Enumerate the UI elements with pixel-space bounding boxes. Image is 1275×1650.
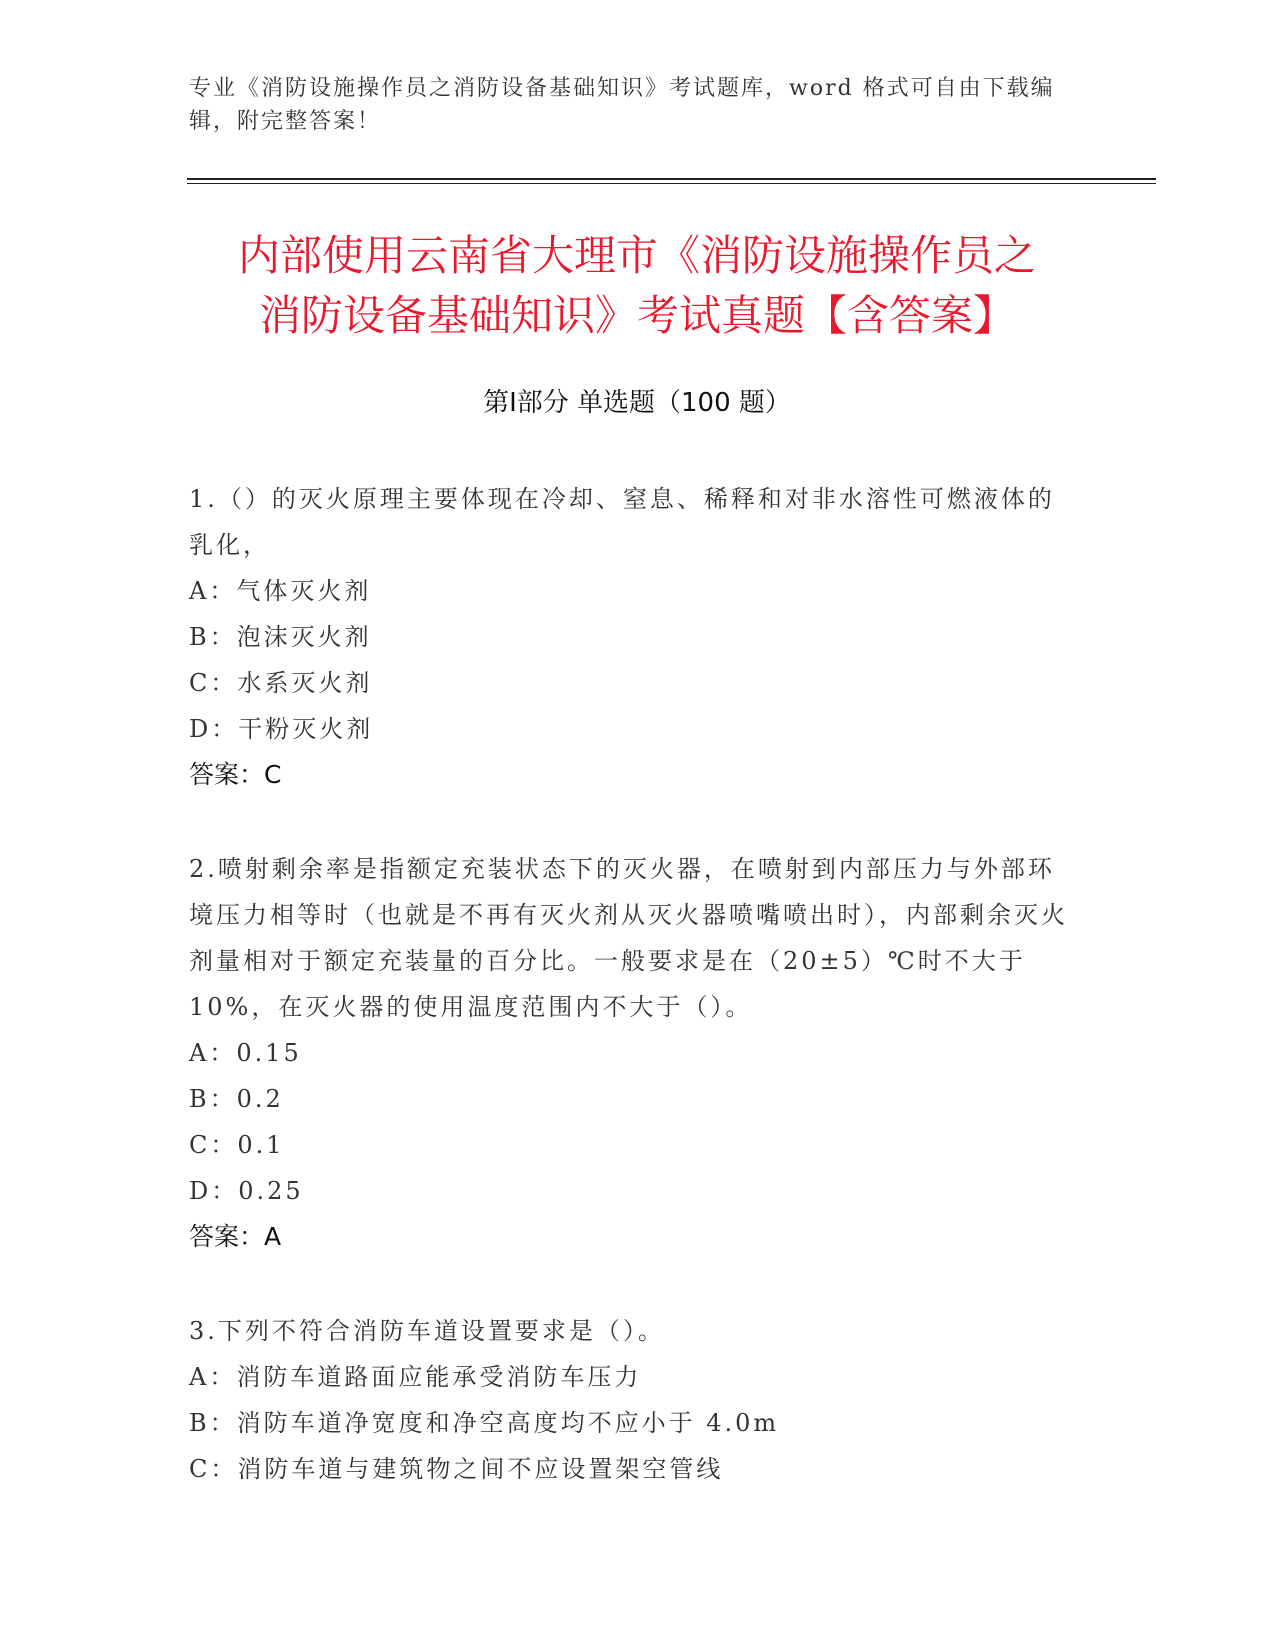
section-heading: 第Ⅰ部分 单选题（100 题） <box>483 388 791 418</box>
question-stem: 3.下列不符合消防车道设置要求是（）。 <box>189 1317 665 1345</box>
option-c: C：消防车道与建筑物之间不应设置架空管线 <box>189 1455 724 1483</box>
question-3 <box>189 1308 1069 1492</box>
option-a: A：消防车道路面应能承受消防车压力 <box>189 1363 642 1391</box>
option-c: C：0.1 <box>189 1131 285 1159</box>
option-a: A：0.15 <box>189 1039 302 1067</box>
answer: 答案：C <box>189 760 282 789</box>
document-title <box>187 226 1087 346</box>
option-a: A：气体灭火剂 <box>189 577 372 605</box>
option-b: B：消防车道净宽度和净空高度均不应小于 4.0m <box>189 1409 780 1437</box>
question-1 <box>189 476 1069 798</box>
question-2 <box>189 846 1069 1260</box>
option-d: D：0.25 <box>189 1177 304 1205</box>
answer: 答案：A <box>189 1222 282 1251</box>
header-note: 专业《消防设施操作员之消防设备基础知识》考试题库，word 格式可自由下载编辑，附完整答案！ <box>189 76 1055 134</box>
option-c: C：水系灭火剂 <box>189 669 373 697</box>
question-stem: 1.（）的灭火原理主要体现在冷却、窒息、稀释和对非水溶性可燃液体的乳化， <box>189 485 1055 559</box>
header-divider-thick <box>187 178 1156 180</box>
option-b: B：0.2 <box>189 1085 284 1113</box>
question-stem: 2.喷射剩余率是指额定充装状态下的灭火器，在喷射到内部压力与外部环境压力相等时（也就是不再有灭火剂从灭火器喷嘴喷出时），内部剩余灭火剂量相对于额定充装量的百分比。一般要求是在（20±5）℃时不大于 10%，在灭火器的使用温度范围内不大于（）。 <box>189 855 1068 1021</box>
document-title-line-2: 消防设备基础知识》考试真题【含答案】 <box>258 291 1015 340</box>
header-divider-thin <box>187 183 1156 184</box>
option-d: D：干粉灭火剂 <box>189 715 374 743</box>
document-title-line-1: 内部使用云南省大理市《消防设施操作员之 <box>237 231 1036 280</box>
question-list <box>189 476 1069 1540</box>
option-b: B：泡沫灭火剂 <box>189 623 372 651</box>
